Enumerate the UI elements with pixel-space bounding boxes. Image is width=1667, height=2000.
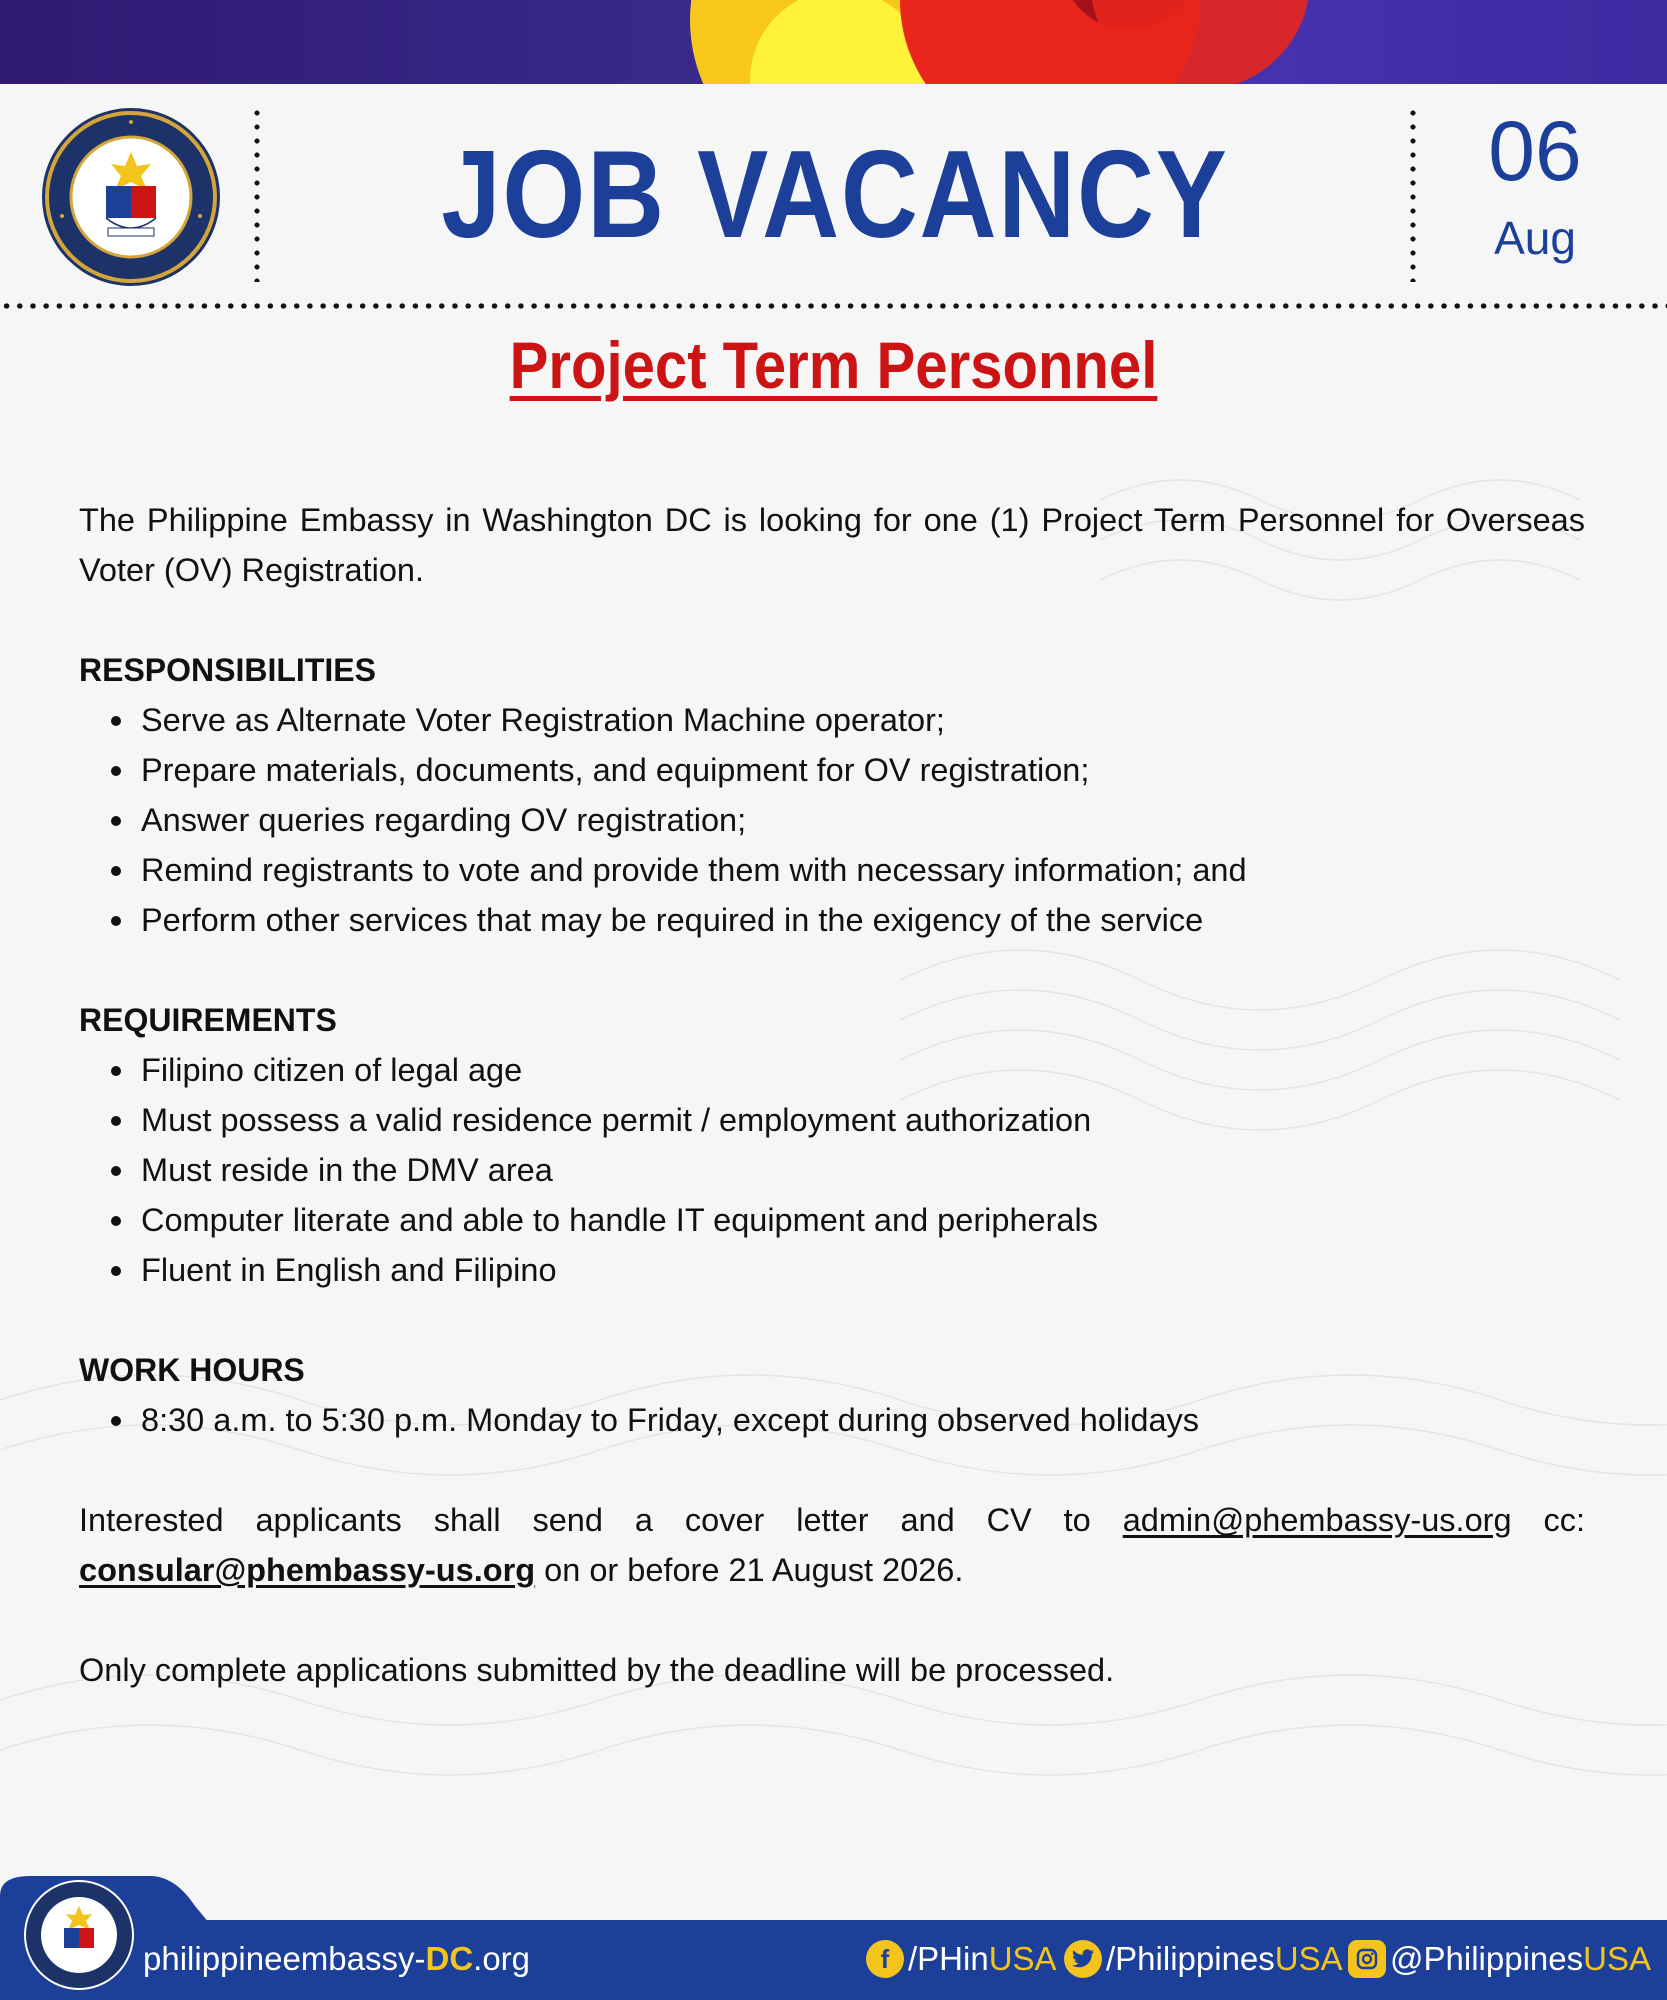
embassy-seal [40, 106, 222, 288]
divider-left [254, 106, 260, 282]
date-day: 06 [1488, 104, 1582, 198]
list-item: Serve as Alternate Voter Registration Machine operator; [141, 695, 1585, 745]
work-hours-list [79, 1395, 1585, 1445]
application-instructions [79, 1495, 1585, 1595]
requirements-list [79, 1045, 1585, 1295]
apply-deadline: on or before 21 August 2026. [535, 1552, 964, 1588]
list-item: Prepare materials, documents, and equipment for OV registration; [141, 745, 1585, 795]
intro-paragraph: The Philippine Embassy in Washington DC is looking for one (1) Project Term Personnel for Overseas Voter (OV) Registration. [79, 502, 1585, 588]
list-item: Must reside in the DMV area [141, 1145, 1585, 1195]
divider-right [1410, 106, 1416, 282]
position-title: Project Term Personnel [509, 328, 1158, 402]
job-description [79, 495, 1585, 1695]
requirements-heading: REQUIREMENTS [79, 1002, 337, 1038]
sun-ray-graphic [0, 0, 1667, 84]
list-item: Remind registrants to vote and provide them with necessary information; and [141, 845, 1585, 895]
apply-cc: cc: [1511, 1502, 1585, 1538]
admin-email-link[interactable]: admin@phembassy-us.org [1122, 1502, 1512, 1538]
date-month: Aug [1494, 212, 1576, 264]
closing-note: Only complete applications submitted by the deadline will be processed. [79, 1652, 1115, 1688]
list-item: Must possess a valid residence permit / employment authorization [141, 1095, 1585, 1145]
top-banner [0, 0, 1667, 84]
list-item: Fluent in English and Filipino [141, 1245, 1585, 1295]
twitter-icon [1064, 1940, 1102, 1978]
embassy-seal-small [24, 1880, 134, 1990]
list-item: Answer queries regarding OV registration; [141, 795, 1585, 845]
website-link[interactable]: philippineembassy-DC.org [143, 1940, 531, 1977]
list-item: Computer literate and able to handle IT equipment and peripherals [141, 1195, 1585, 1245]
facebook-icon: f [866, 1940, 904, 1978]
work-hours-heading: WORK HOURS [79, 1352, 305, 1388]
facebook-handle[interactable]: f /PHin USA [866, 1937, 1057, 1981]
apply-prefix: Interested applicants shall send a cover letter and CV to [79, 1502, 1123, 1538]
instagram-handle[interactable]: @Philippines USA [1348, 1937, 1651, 1981]
page-title: JOB VACANCY [441, 126, 1229, 264]
divider-horizontal [0, 302, 1667, 310]
instagram-icon [1348, 1940, 1386, 1978]
list-item: Filipino citizen of legal age [141, 1045, 1585, 1095]
twitter-handle[interactable]: /Philippines USA [1064, 1937, 1343, 1981]
responsibilities-heading: RESPONSIBILITIES [79, 652, 376, 688]
consular-email-link[interactable]: consular@phembassy-us.org [79, 1552, 536, 1588]
list-item: 8:30 a.m. to 5:30 p.m. Monday to Friday, except during observed holidays [141, 1395, 1585, 1445]
list-item: Perform other services that may be required in the exigency of the service [141, 895, 1585, 945]
responsibilities-list [79, 695, 1585, 945]
